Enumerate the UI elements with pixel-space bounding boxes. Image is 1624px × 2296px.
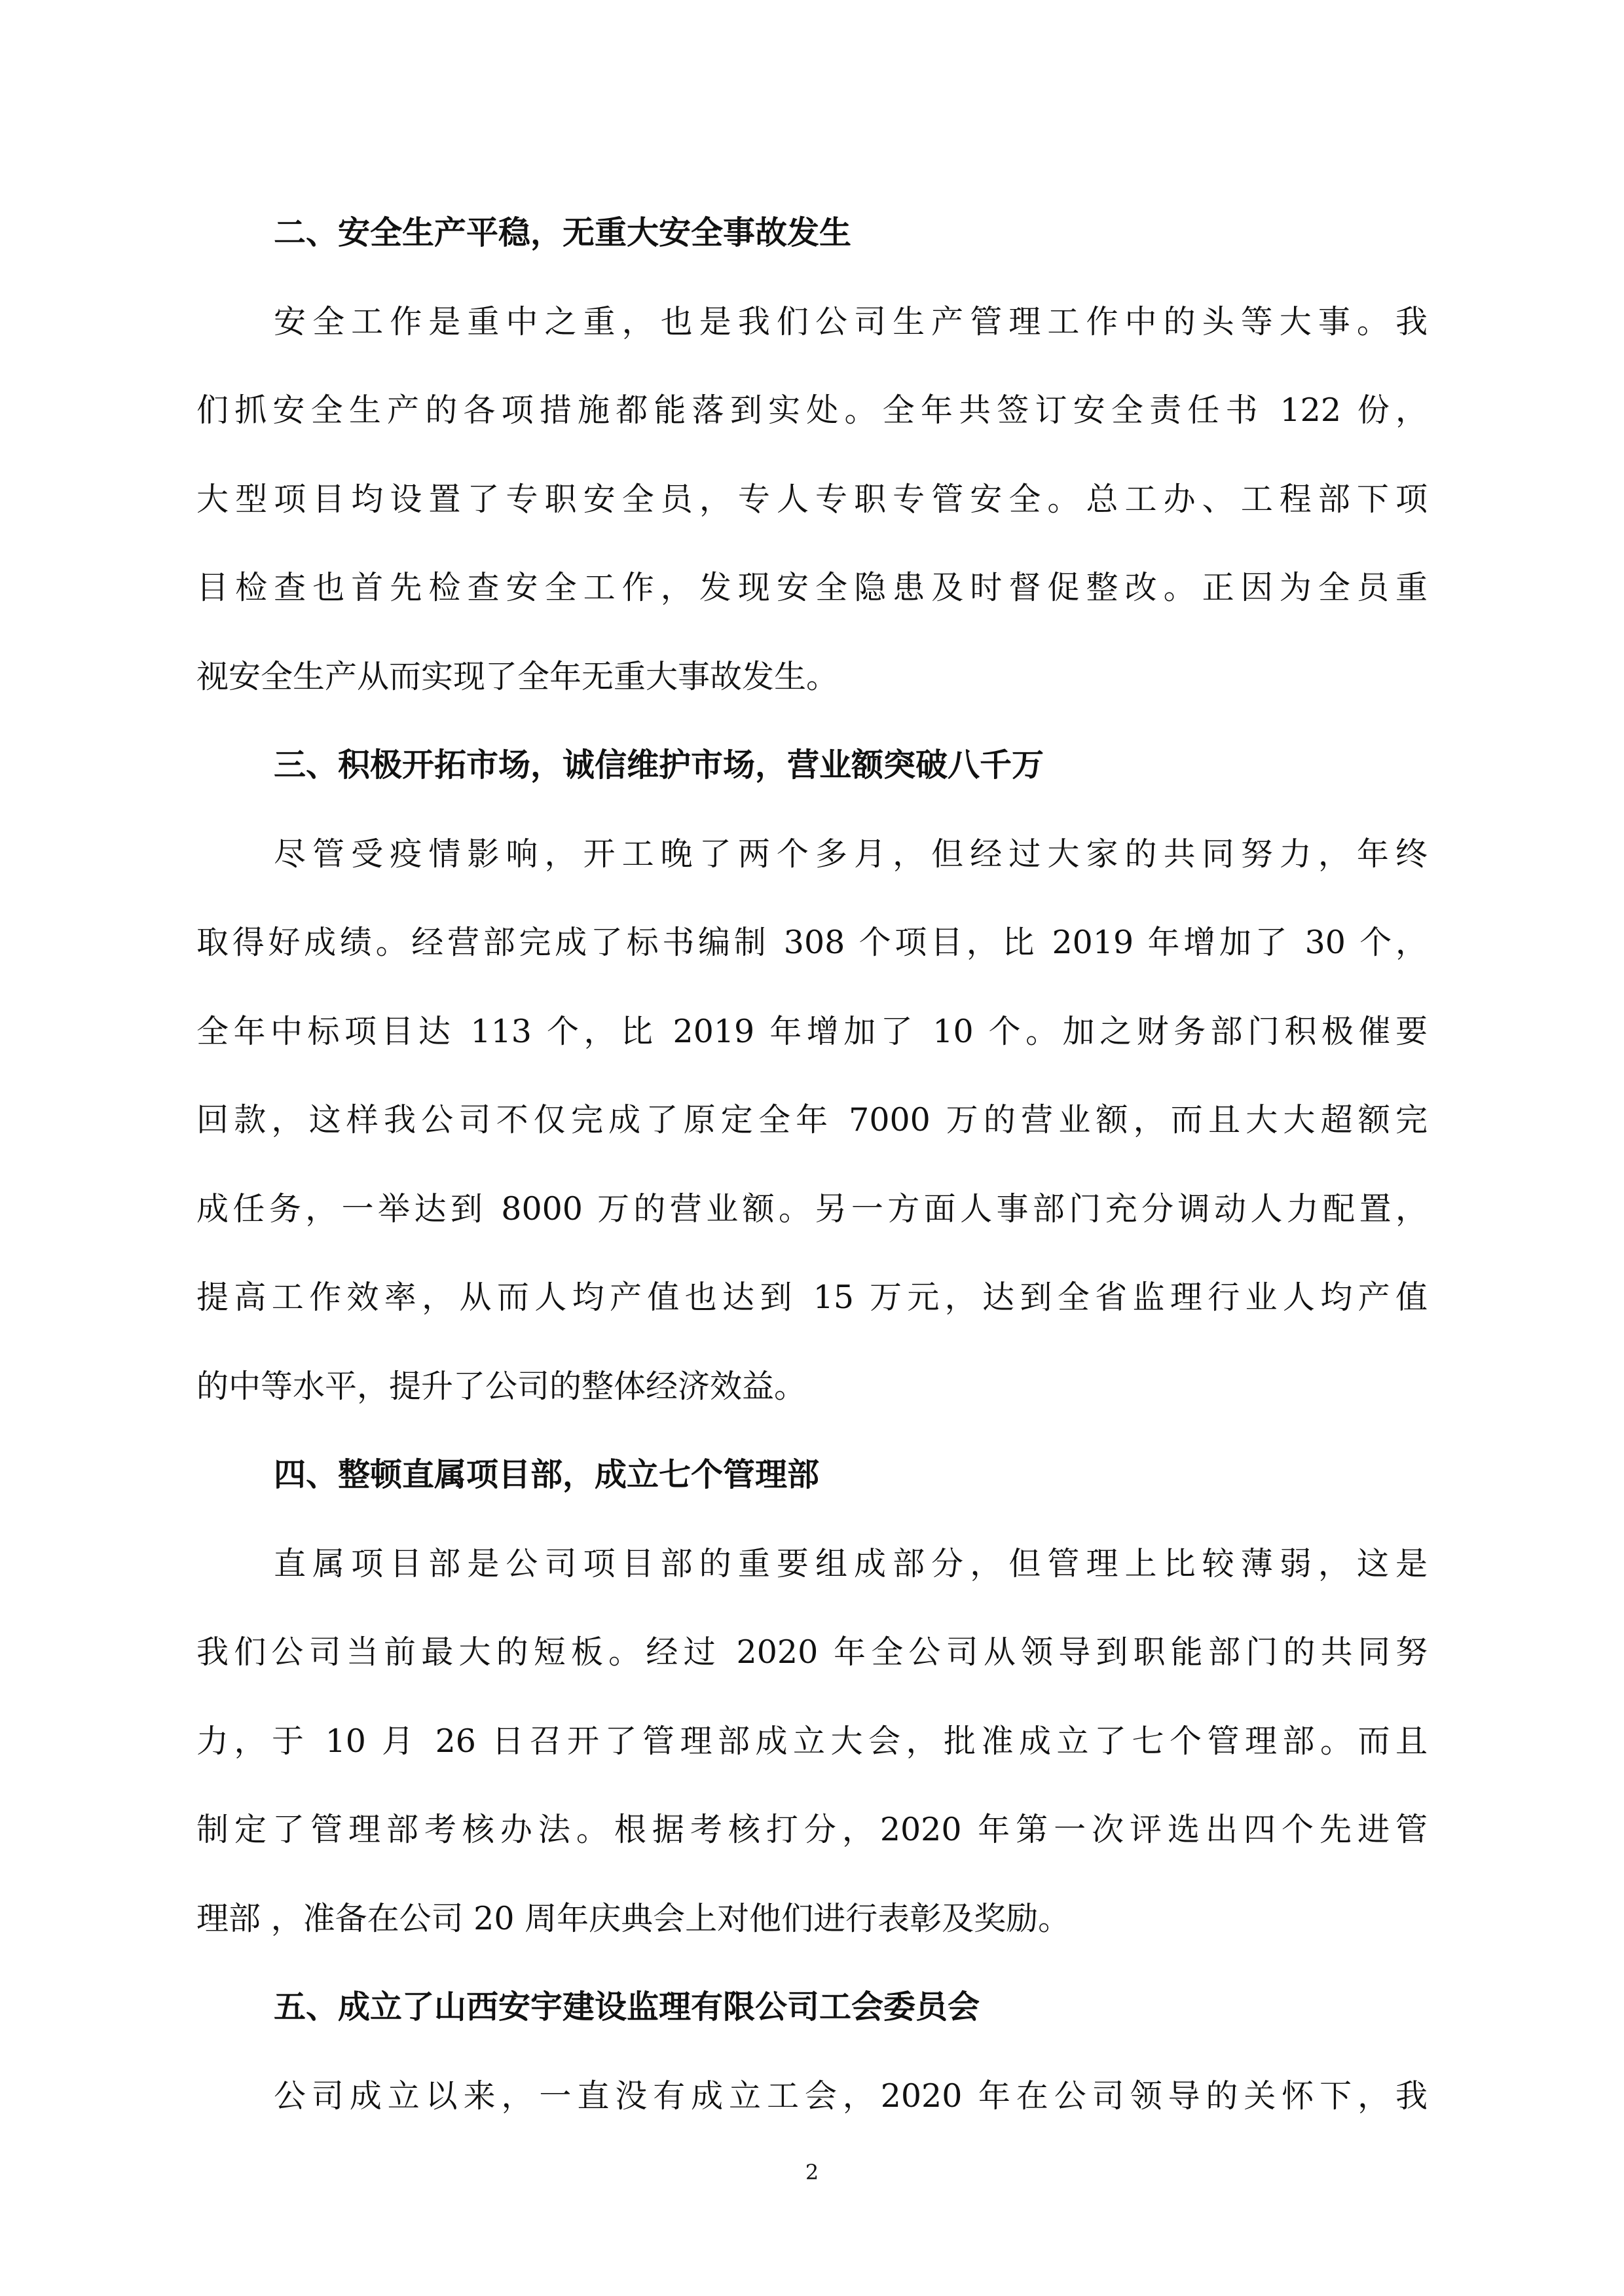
paragraph-line: 提高工作效率，从而人均产值也达到 15 万元，达到全省监理行业人均产值 — [196, 1279, 1428, 1316]
paragraph-line: 们抓安全生产的各项措施都能落到实处。全年共签订安全责任书 122 份， — [196, 392, 1428, 429]
paragraph-line: 全年中标项目达 113 个，比 2019 年增加了 10 个。加之财务部门积极催要 — [196, 1012, 1428, 1050]
page-number: 2 — [805, 2160, 819, 2185]
paragraph-line: 直属项目部是公司项目部的重要组成部分，但管理上比较薄弱，这是 — [274, 1544, 1428, 1582]
paragraph-line: 取得好成绩。经营部完成了标书编制 308 个项目，比 2019 年增加了 30 个， — [196, 924, 1428, 961]
section-heading: 五、成立了山西安宇建设监理有限公司工会委员会 — [274, 1988, 980, 2026]
section-heading: 三、积极开拓市场，诚信维护市场，营业额突破八千万 — [274, 746, 1044, 784]
paragraph-line: 成任务，一举达到 8000 万的营业额。另一方面人事部门充分调动人力配置， — [196, 1190, 1428, 1228]
section-heading: 二、安全生产平稳，无重大安全事故发生 — [274, 213, 852, 251]
paragraph-line: 的中等水平，提升了公司的整体经济效益。 — [196, 1367, 807, 1405]
paragraph-line: 目检查也首先检查安全工作，发现安全隐患及时督促整改。正因为全员重 — [196, 569, 1428, 606]
paragraph-line: 尽管受疫情影响，开工晚了两个多月，但经过大家的共同努力，年终 — [274, 835, 1428, 873]
paragraph-line: 我们公司当前最大的短板。经过 2020 年全公司从领导到职能部门的共同努 — [196, 1633, 1428, 1671]
paragraph-line: 理部 ，准备在公司 20 周年庆典会上对他们进行表彰及奖励。 — [196, 1899, 1071, 1937]
paragraph-line: 公司成立以来，一直没有成立工会，2020 年在公司领导的关怀下，我 — [274, 2077, 1428, 2115]
paragraph-line: 制定了管理部考核办法。根据考核打分，2020 年第一次评选出四个先进管 — [196, 1811, 1428, 1848]
paragraph-line: 安全工作是重中之重，也是我们公司生产管理工作中的头等大事。我 — [274, 302, 1428, 340]
paragraph-line: 视安全生产从而实现了全年无重大事故发生。 — [196, 657, 839, 695]
document-body — [196, 211, 1428, 2162]
paragraph-line: 大型项目均设置了专职安全员，专人专职专管安全。总工办、工程部下项 — [196, 480, 1428, 518]
paragraph-line: 力，于 10 月 26 日召开了管理部成立大会，批准成立了七个管理部。而且 — [196, 1722, 1428, 1760]
paragraph-line: 回款，这样我公司不仅完成了原定全年 7000 万的营业额，而且大大超额完 — [196, 1101, 1428, 1139]
section-heading: 四、整顿直属项目部，成立七个管理部 — [274, 1455, 820, 1493]
